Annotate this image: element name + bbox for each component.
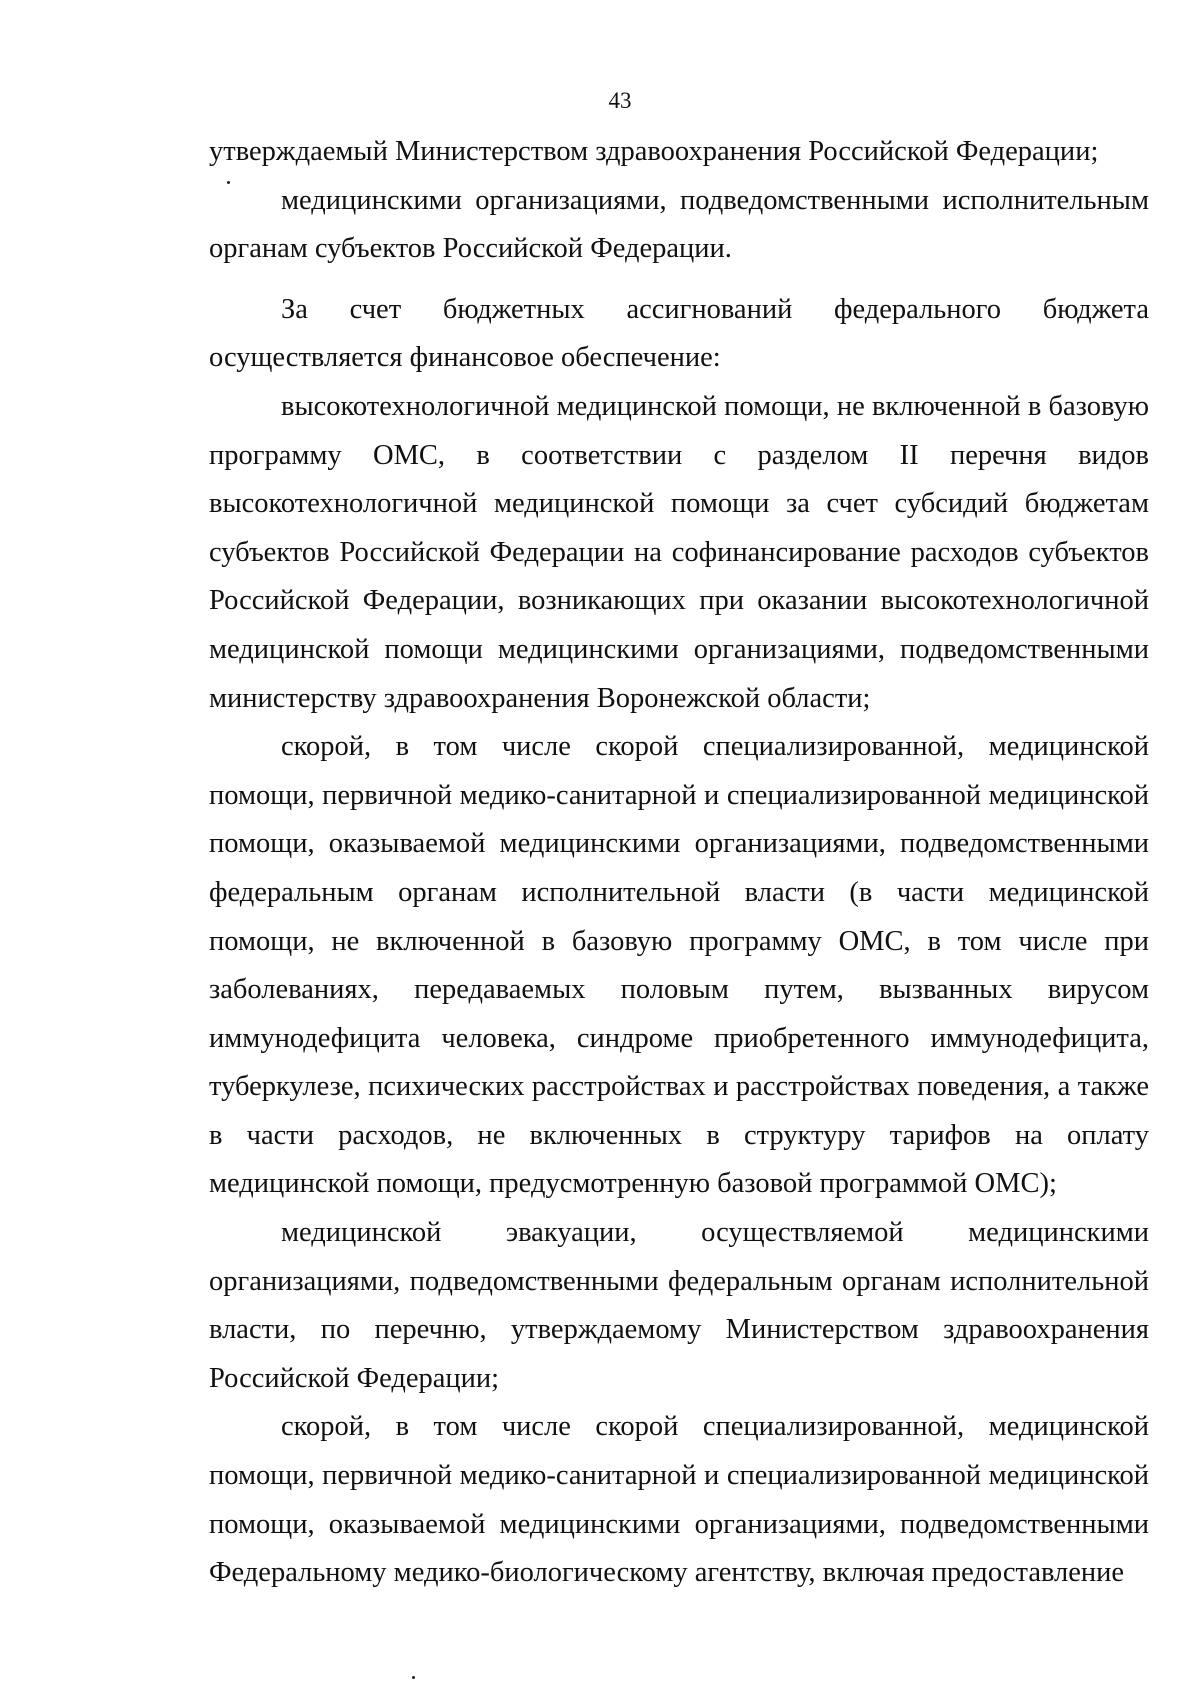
document-body	[209, 128, 1149, 1598]
paragraph-medical-evacuation: медицинской эвакуации, осуществляемой медицинскими организациями, подведомственными федеральным органам исполнительной власти, по перечню, утверждаемому Министерством здравоохранения Российской Федерации;	[209, 1217, 1149, 1394]
paragraph-federal-budget-intro: За счет бюджетных ассигнований федерального бюджета осуществляется финансовое обеспечение:	[209, 293, 1149, 374]
paragraph-high-tech-care: высокотехнологичной медицинской помощи, не включенной в базовую программу ОМС, в соответствии с разделом II перечня видов высокотехнологичной медицинской помощи за счет субсидий бюджетам субъектов Российской Федерации на софинансирование расходов субъектов Российской Федерации, возникающих при оказании высокотехнологичной медицинской помощи медицинскими организациями, подведомственными министерству здравоохранения Воронежской области;	[209, 390, 1149, 714]
scan-speck	[412, 1676, 415, 1679]
paragraph-regional-organizations: медицинскими организациями, подведомственными исполнительным органам субъектов Российской Федерации.	[209, 184, 1149, 265]
paragraph-continuation: утверждаемый Министерством здравоохранения Российской Федерации;	[209, 136, 1099, 167]
paragraph-emergency-care-fmba: скорой, в том числе скорой специализированной, медицинской помощи, первичной медико-санитарной и специализированной медицинской помощи, оказываемой медицинскими организациями, подведомственными Федеральному медико-биологическому агентству, включая предоставление	[209, 1411, 1149, 1589]
paragraph-emergency-care-federal: скорой, в том числе скорой специализированной, медицинской помощи, первичной медико-санитарной и специализированной медицинской помощи, оказываемой медицинскими организациями, подведомственными федеральным органам исполнительной власти (в части медицинской помощи, не включенной в базовую программу ОМС, в том числе при заболеваниях, передаваемых половым путем, вызванных вирусом иммунодефицита человека, синдроме приобретенного иммунодефицита, туберкулезе, психических расстройствах и расстройствах поведения, а также в части расходов, не включенных в структуру тарифов на оплату медицинской помощи, предусмотренную базовой программой ОМС);	[209, 731, 1149, 1200]
page-number: 43	[608, 88, 632, 113]
